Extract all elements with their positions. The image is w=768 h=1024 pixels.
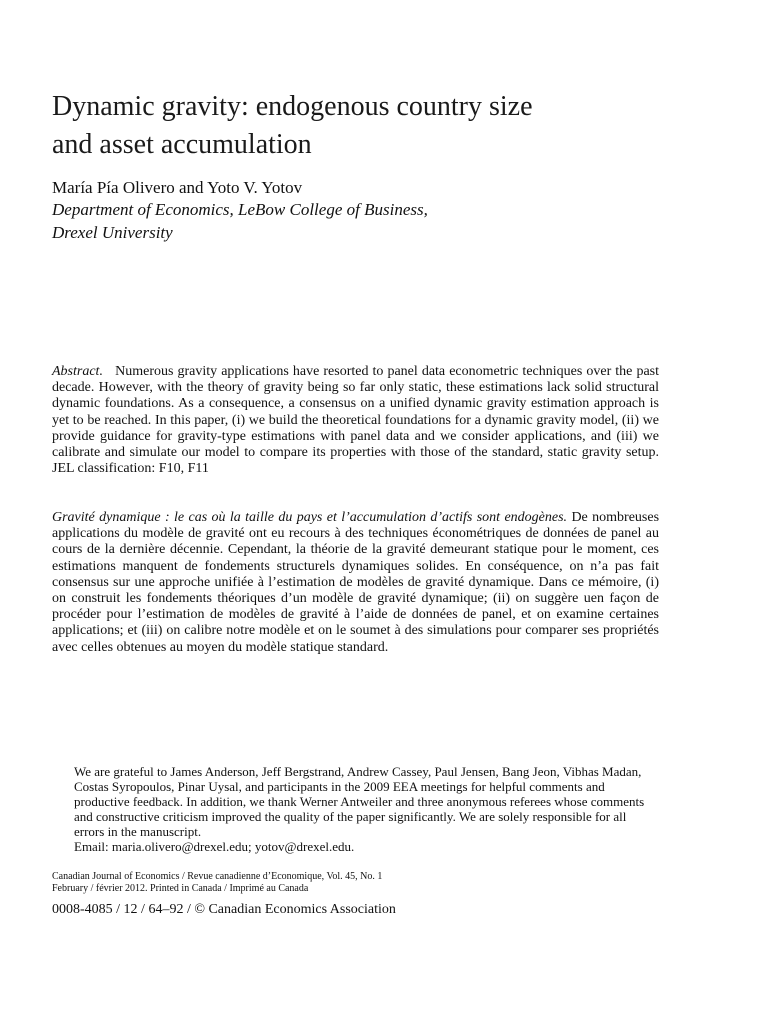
journal-line-2: February / février 2012. Printed in Canada / Imprimé au Canada	[52, 883, 309, 894]
author-affiliation	[52, 198, 428, 244]
issn-copyright: 0008-4085 / 12 / 64–92 / © Canadian Economics Association	[52, 902, 396, 917]
french-abstract-paragraph	[52, 510, 659, 656]
journal-info	[52, 871, 652, 895]
abstract-paragraph	[52, 364, 659, 477]
french-abstract-text: De nombreuses applications du modèle de gravité ont eu recours à des techniques économétriques de données de panel au cours de la dernière décennie. Cependant, la théorie de la gravité demeurant statique pour le moment, ces estimations manquent de fondements structurels dynamiques solides. En conséquence, on n’a pas fait consensus sur une approche unifiée à l’estimation de modèles de gravité dynamique. Dans ce mémoire, (i) on construit les fondements théoriques d’un modèle de gravité dynamique; (ii) on suggère uen façon de procéder pour l’estimation de modèles de gravité à l’aide de données de panel, et on examine certaines applications; et (iii) on calibre notre modèle et on le soumet à des simulations pour comparer ses propriétés avec celles obtenues au moyen du modèle statique standard.	[52, 510, 660, 655]
abstract-label: Abstract.	[52, 364, 103, 379]
abstract-text: Numerous gravity applications have resorted to panel data econometric techniques over the past decade. However, with the theory of gravity being so far only static, these estimations lack solid structural dynamic foundations. As a consequence, a consensus on a unified dynamic gravity estimation approach is yet to be reached. In this paper, (i) we build the theoretical foundations for a dynamic gravity model, (ii) we provide guidance for gravity-type estimations with panel data and we consider applications, and (iii) we calibrate and simulate our model to compare its properties with those of the standard, static gravity setup. JEL classification: F10, F11	[52, 364, 659, 477]
author-names: María Pía Olivero and Yoto V. Yotov	[52, 178, 303, 197]
title-line-1: Dynamic gravity: endogenous country size	[52, 91, 533, 122]
french-abstract-title: Gravité dynamique : le cas où la taille du pays et l’accumulation d’actifs sont endogènes.	[52, 510, 568, 525]
acknowledgement-text: We are grateful to James Anderson, Jeff Bergstrand, Andrew Cassey, Paul Jensen, Bang Jeon, Vibhas Madan, Costas Syropoulos, Pinar Uysal, and participants in the 2009 EEA meetings for helpful comments and productive feedback. In addition, we thank Werner Antweiler and three anonymous referees whose comments and constructive criticism improved the quality of the paper significantly. We are solely responsible for all errors in the manuscript.	[74, 764, 645, 839]
affiliation-line-1: Department of Economics, LeBow College of Business,	[52, 200, 428, 219]
acknowledgement-footnote	[74, 764, 659, 854]
author-emails: Email: maria.olivero@drexel.edu; yotov@drexel.edu.	[74, 839, 355, 854]
affiliation-line-2: Drexel University	[52, 223, 173, 242]
paper-title	[52, 88, 732, 164]
title-line-2: and asset accumulation	[52, 129, 312, 160]
journal-line-1: Canadian Journal of Economics / Revue canadienne d’Economique, Vol. 45, No. 1	[52, 871, 383, 882]
